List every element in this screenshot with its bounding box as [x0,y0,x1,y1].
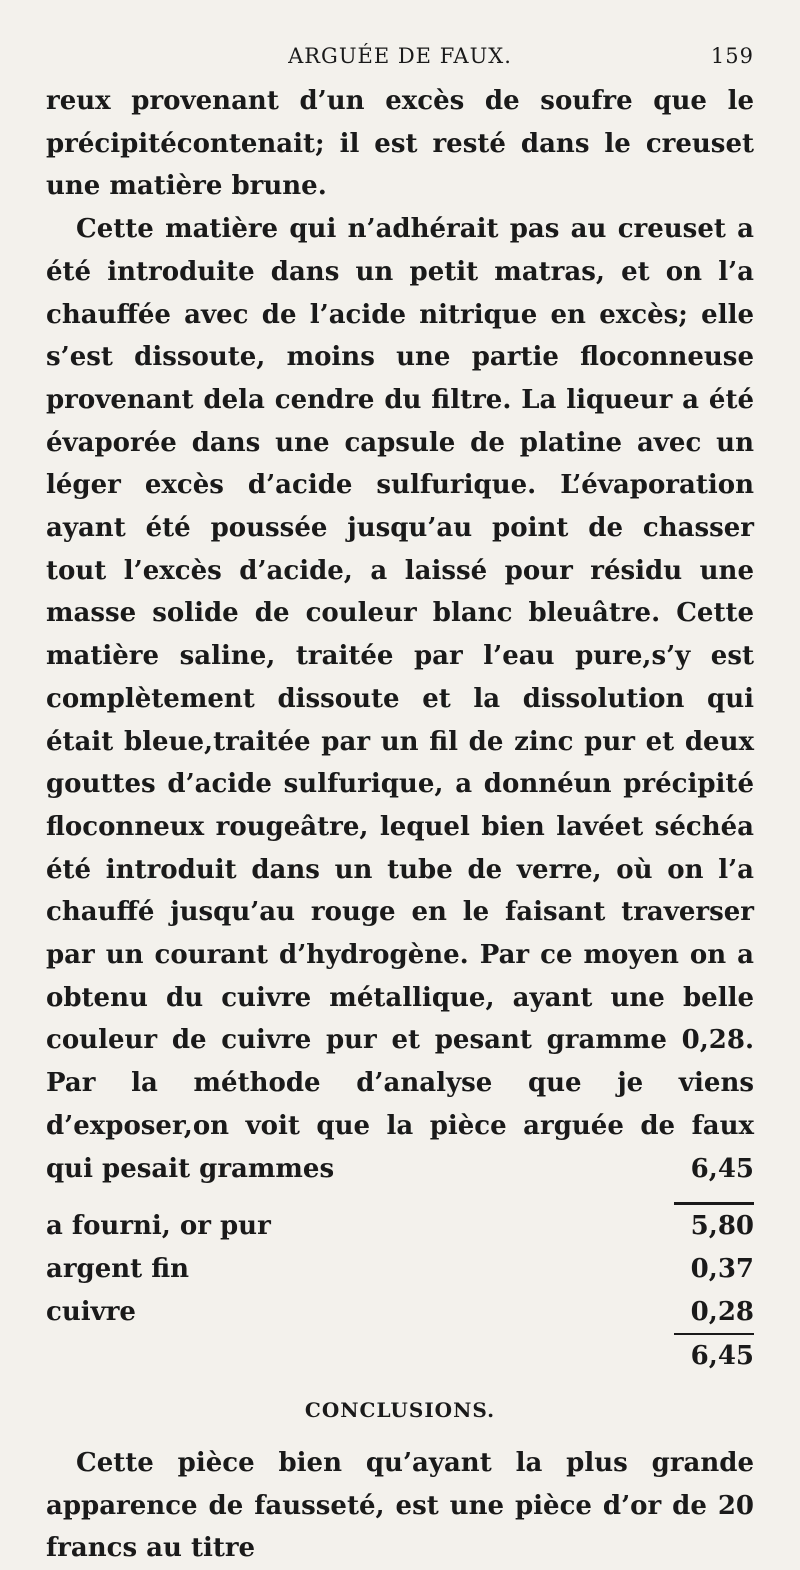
composition-value: 5,80 [690,1211,754,1242]
composition-row [46,1205,754,1248]
composition-value: 0,28 [690,1296,754,1327]
composition-total: 6,45 [690,1341,754,1372]
composition-label: a fourni, or pur [46,1211,271,1242]
running-head [46,40,754,80]
initial-weight-value: 6,45 [690,1153,754,1184]
page-number: 159 [710,44,754,68]
composition-value: 0,37 [690,1253,754,1284]
composition-label: argent fin [46,1253,190,1284]
section-title: CONCLUSIONS. [304,1398,496,1423]
paragraph-analysis [46,208,754,1190]
running-title: ARGUÉE DE FAUX. [288,44,512,68]
composition-label: cuivre [46,1296,136,1327]
paragraph-continuation: reux provenant d’un excès de soufre que le précipitécontenait; il est resté dans le creuset une matière brune. [46,86,754,202]
paragraph-conclusion: Cette pièce bien qu’ayant la plus grande apparence de fausseté, est une pièce d’or de 20 francs au titre [46,1448,754,1564]
composition-table [46,1205,754,1378]
composition-row [46,1291,754,1334]
paragraph-analysis-text: Cette matière qui n’adhérait pas au creuset a été introduite dans un petit matras, et on l’a chauffée avec de l’acide nitrique en excès; elle s’est dissoute, moins une partie floconneuse provenant dela cendre du filtre. La liqueur a été évaporée dans une capsule de platine avec un léger excès d’acide sulfurique. L’évaporation ayant été poussée jusqu’au point de chasser tout l’excès d’acide, a laissé pour résidu une masse solide de couleur blanc bleuâtre. Cette matière saline, traitée par l’eau pure,s’y est complètement dissoute et la dissolution qui était bleue,traitée par un fil de zinc pur et deux gouttes d’acide sulfurique, a donnéun précipité floconneux rougeâtre, lequel bien lavéet séchéa été introduit dans un tube de verre, où on l’a chauffé jusqu’au rouge en le faisant traverser par un courant d’hydrogène. Par ce moyen on a obtenu du cuivre métallique, ayant une belle couleur de cuivre pur et pesant gramme 0,28. Par la méthode d’analyse que je viens d’exposer,on voit que la pièce arguée de faux qui pesait grammes [46,214,754,1184]
composition-total-row [46,1335,754,1378]
composition-row [46,1248,754,1291]
